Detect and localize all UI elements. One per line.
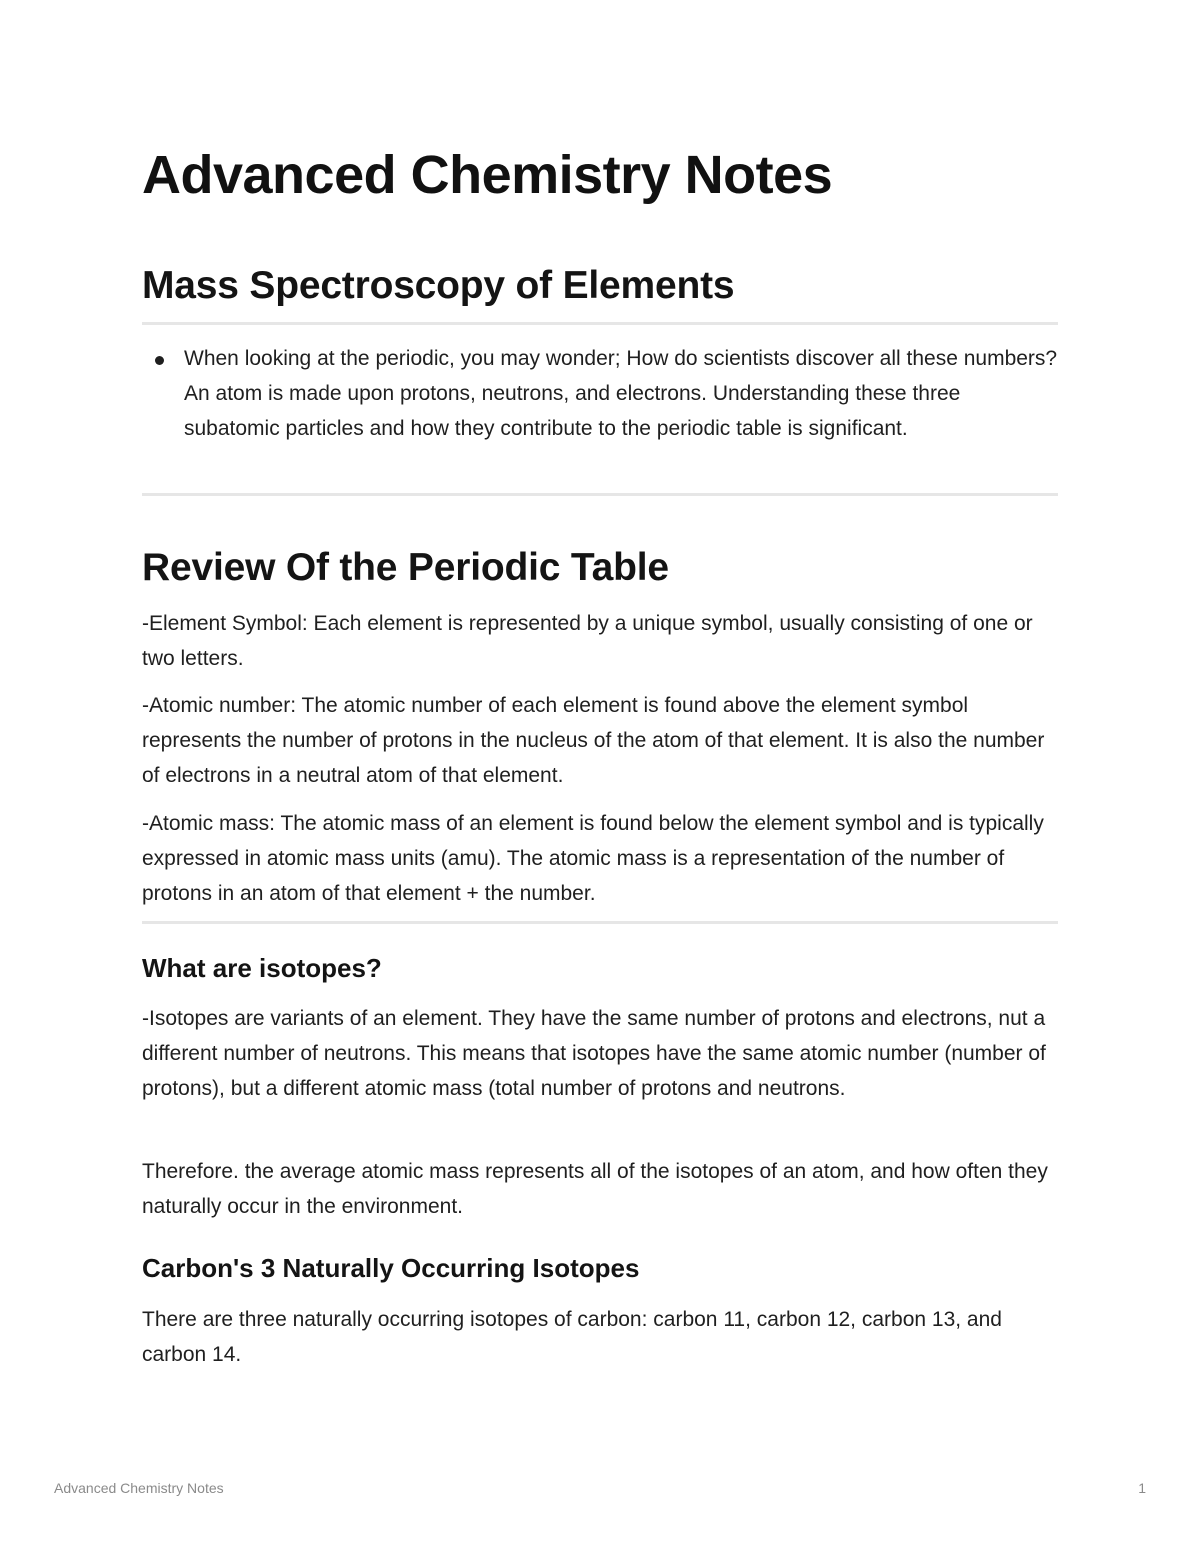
paragraph-atomic-number: -Atomic number: The atomic number of each element is found above the element symbol represents the number of protons in the nucleus of the atom of that element. It is also the number of electrons in a neutral atom of that element. xyxy=(142,694,1045,787)
section-heading: Review Of the Periodic Table xyxy=(142,546,669,589)
section-heading: Mass Spectroscopy of Elements xyxy=(142,264,735,307)
paragraph-isotopes-definition: -Isotopes are variants of an element. They have the same number of protons and electrons, nut a different number of neutrons. This means that isotopes have the same atomic number (number of protons), but a different atomic mass (total number of protons and neutrons. xyxy=(142,1007,1046,1100)
paragraph-atomic-mass: -Atomic mass: The atomic mass of an element is found below the element symbol and is typically expressed in atomic mass units (amu). The atomic mass is a representation of the number of protons in an atom of that element + the number. xyxy=(142,812,1044,905)
section-isotopes xyxy=(142,953,382,984)
section-carbon-isotopes xyxy=(142,1253,639,1284)
bullet-dot-icon xyxy=(155,356,164,365)
paragraph-carbon-isotopes: There are three naturally occurring isotopes of carbon: carbon 11, carbon 12, carbon 13, and carbon 14. xyxy=(142,1308,1002,1366)
paragraph-average-atomic-mass: Therefore. the average atomic mass represents all of the isotopes of an atom, and how often they naturally occur in the environment. xyxy=(142,1160,1048,1218)
subsection-heading: What are isotopes? xyxy=(142,953,382,983)
divider xyxy=(142,322,1058,325)
paragraph-element-symbol: -Element Symbol: Each element is represented by a unique symbol, usually consisting of one or two letters. xyxy=(142,612,1033,670)
bullet-list xyxy=(142,341,1058,446)
page-title: Advanced Chemistry Notes xyxy=(142,145,833,205)
page-number: 1 xyxy=(1138,1480,1146,1496)
divider xyxy=(142,921,1058,924)
list-item: When looking at the periodic, you may wonder; How do scientists discover all these numbers? An atom is made upon protons, neutrons, and electrons. Understanding these three subatomic particles and how they contribute to the periodic table is significant. xyxy=(184,347,1058,440)
section-mass-spectroscopy xyxy=(142,264,734,308)
section-periodic-review xyxy=(142,546,669,590)
divider xyxy=(142,493,1058,496)
subsection-heading: Carbon's 3 Naturally Occurring Isotopes xyxy=(142,1253,640,1283)
footer-title: Advanced Chemistry Notes xyxy=(54,1480,224,1496)
